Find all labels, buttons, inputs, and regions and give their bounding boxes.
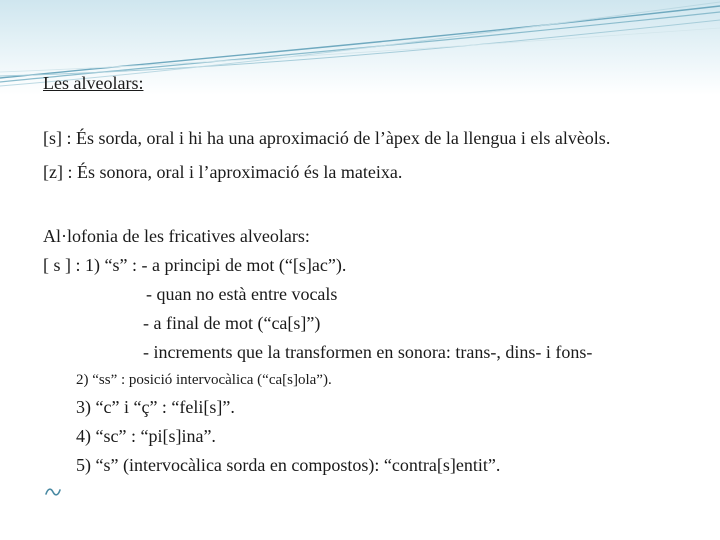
allophony-item-1: [ s ] : 1) “s” : - a principi de mot (“[s]ac”). bbox=[43, 255, 347, 275]
allophony-item-2: 2) “ss” : posició intervocàlica (“ca[s]ola”). bbox=[76, 372, 332, 388]
slide-title: Les alveolars: bbox=[43, 73, 144, 93]
text-line-z: [z] : És sonora, oral i l’aproximació és la mateixa. bbox=[43, 162, 403, 182]
allophony-item-4: 4) “sc” : “pi[s]ina”. bbox=[76, 426, 216, 446]
wave-bullet-icon bbox=[44, 485, 62, 499]
allophony-item-5: 5) “s” (intervocàlica sorda en compostos): “contra[s]entit”. bbox=[76, 455, 501, 475]
allophony-heading: Al·lofonia de les fricatives alveolars: bbox=[43, 226, 310, 246]
allophony-item-1c: - a final de mot (“ca[s]”) bbox=[143, 313, 321, 333]
allophony-item-1d: - increments que la transformen en sonora: trans-, dins- i fons- bbox=[143, 342, 593, 362]
allophony-item-1b: - quan no està entre vocals bbox=[146, 284, 338, 304]
allophony-item-3: 3) “c” i “ç” : “feli[s]”. bbox=[76, 397, 235, 417]
text-line-s: [s] : És sorda, oral i hi ha una aproximació de l’àpex de la llengua i els alvèols. bbox=[43, 128, 611, 148]
